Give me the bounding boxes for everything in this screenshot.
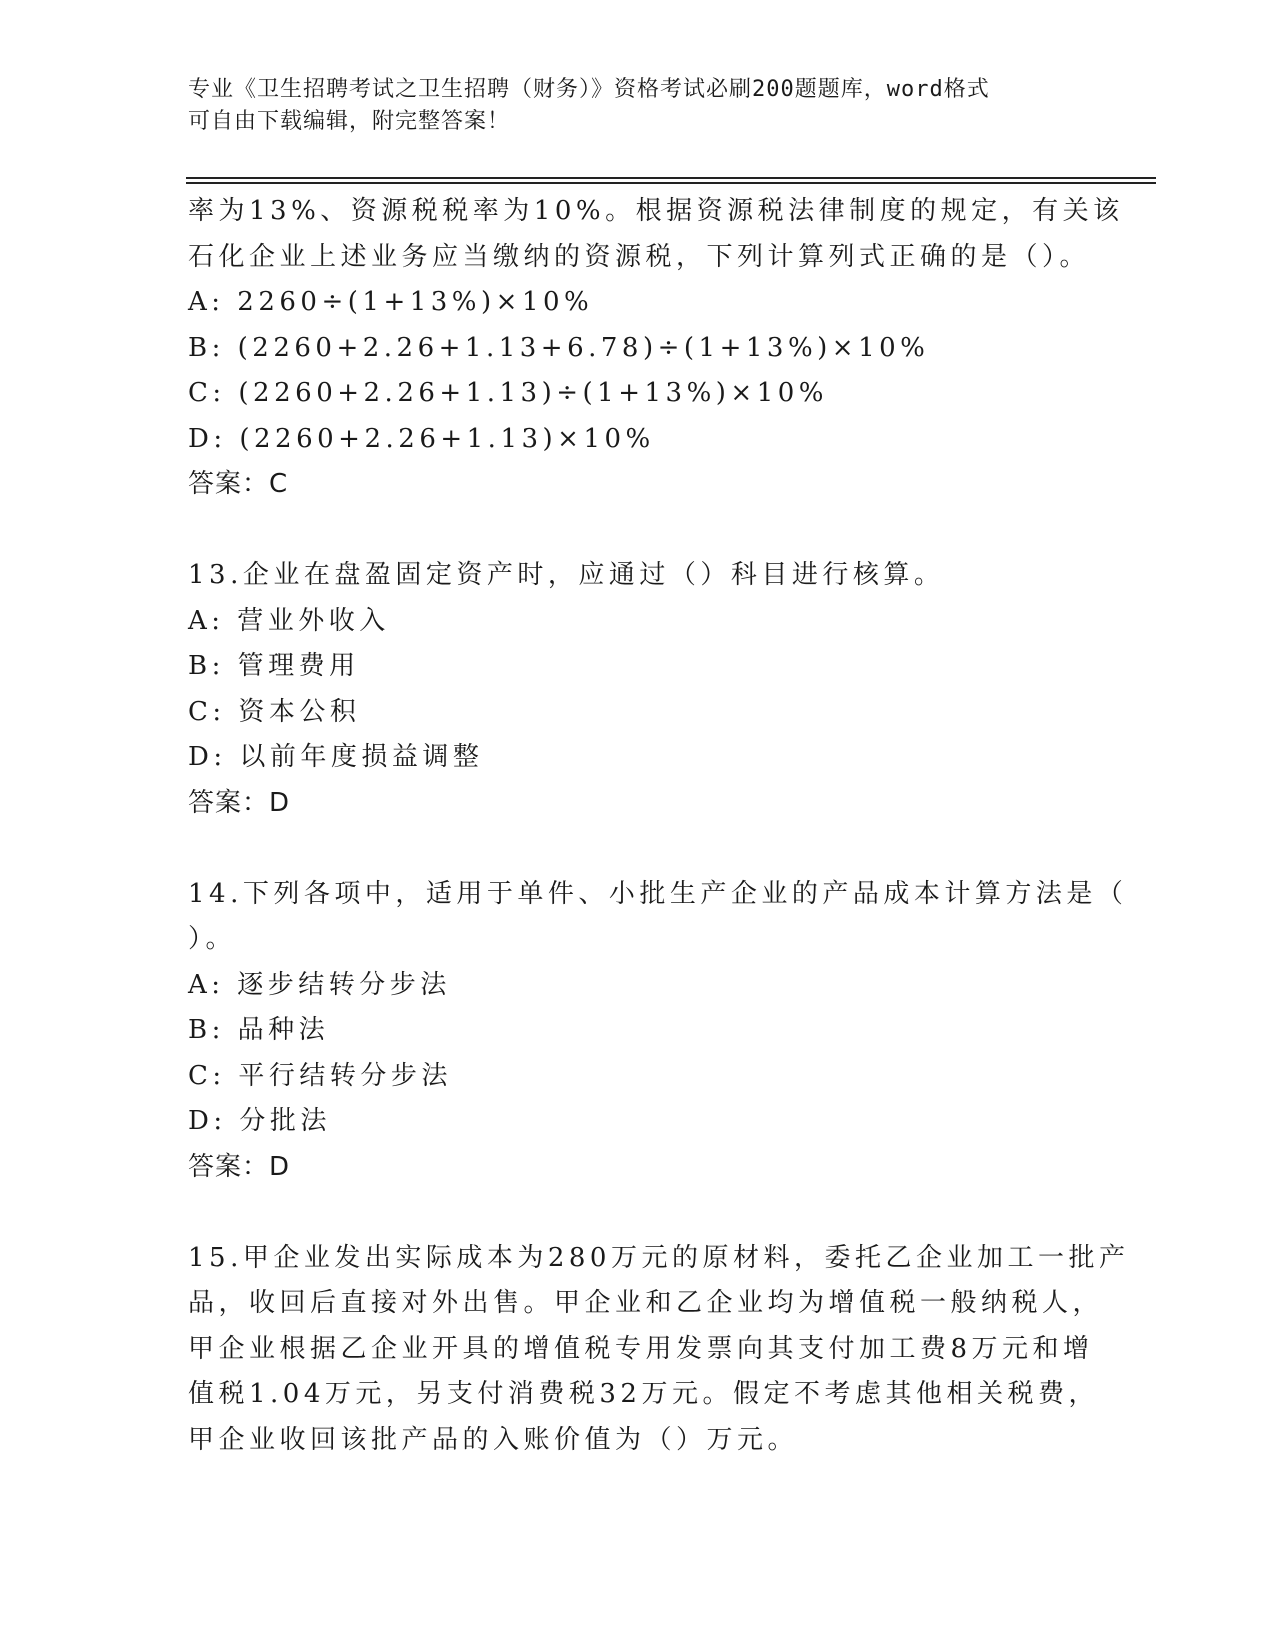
question-12-stem-line-2: 石化企业上述业务应当缴纳的资源税，下列计算列式正确的是（）。: [188, 241, 1091, 272]
question-15-stem-line-2: 品，收回后直接对外出售。甲企业和乙企业均为增值税一般纳税人，: [188, 1288, 1104, 1318]
question-12-stem-line-1: 率为13%、资源税税率为10%。根据资源税法律制度的规定，有关该: [188, 196, 1124, 226]
question-12-option-c: C: (2260+2.26+1.13)÷(1+13%)×10%: [188, 378, 828, 408]
question-14-option-a: A: 逐步结转分步法: [188, 969, 451, 1000]
question-13-option-d: D: 以前年度损益调整: [188, 742, 484, 772]
document-body: [188, 189, 1130, 1463]
spacer: [188, 826, 1088, 872]
question-14: [188, 872, 1128, 1191]
question-13-answer: 答案：D: [188, 787, 291, 818]
header-line-2: 可自由下载编辑，附完整答案！: [188, 109, 511, 134]
question-13-option-a: A: 营业外收入: [188, 605, 390, 636]
header-line-1: 专业《卫生招聘考试之卫生招聘（财务）》资格考试必刷200题题库，word格式: [188, 77, 990, 102]
question-14-answer: 答案：D: [188, 1151, 291, 1182]
document-header: [188, 74, 1068, 138]
question-15-stem-line-1: 15.甲企业发出实际成本为280万元的原材料，委托乙企业加工一批产: [188, 1242, 1130, 1273]
question-12-option-d: D: (2260+2.26+1.13)×10%: [188, 423, 655, 454]
spacer: [188, 508, 1088, 554]
question-15-stem-line-3: 甲企业根据乙企业开具的增值税专用发票向其支付加工费8万元和增: [188, 1333, 1094, 1364]
header-divider-bottom: [186, 182, 1156, 184]
question-13: [188, 553, 1088, 826]
question-14-stem-line-1: 14.下列各项中，适用于单件、小批生产企业的产品成本计算方法是（: [188, 878, 1128, 909]
question-15-stem-line-5: 甲企业收回该批产品的入账价值为（）万元。: [188, 1424, 799, 1455]
question-12-option-a: A: 2260÷(1+13%)×10%: [188, 287, 594, 317]
question-14-stem-line-2: ）。: [188, 924, 237, 954]
question-12-option-b: B: (2260+2.26+1.13+6.78)÷(1+13%)×10%: [188, 332, 930, 363]
question-14-option-c: C: 平行结转分步法: [188, 1060, 452, 1091]
question-13-option-c: C: 资本公积: [188, 696, 361, 727]
question-15: [188, 1236, 1130, 1464]
question-12: [188, 189, 1124, 508]
question-14-option-d: D: 分批法: [188, 1106, 331, 1136]
question-15-stem-line-4: 值税1.04万元，另支付消费税32万元。假定不考虑其他相关税费，: [188, 1379, 1099, 1409]
question-14-option-b: B: 品种法: [188, 1015, 330, 1045]
spacer: [188, 1190, 1088, 1236]
header-divider-top: [186, 177, 1156, 179]
question-13-stem: 13.企业在盘盈固定资产时，应通过（）科目进行核算。: [188, 560, 945, 590]
question-12-answer: 答案：C: [188, 469, 289, 499]
question-13-option-b: B: 管理费用: [188, 651, 360, 681]
